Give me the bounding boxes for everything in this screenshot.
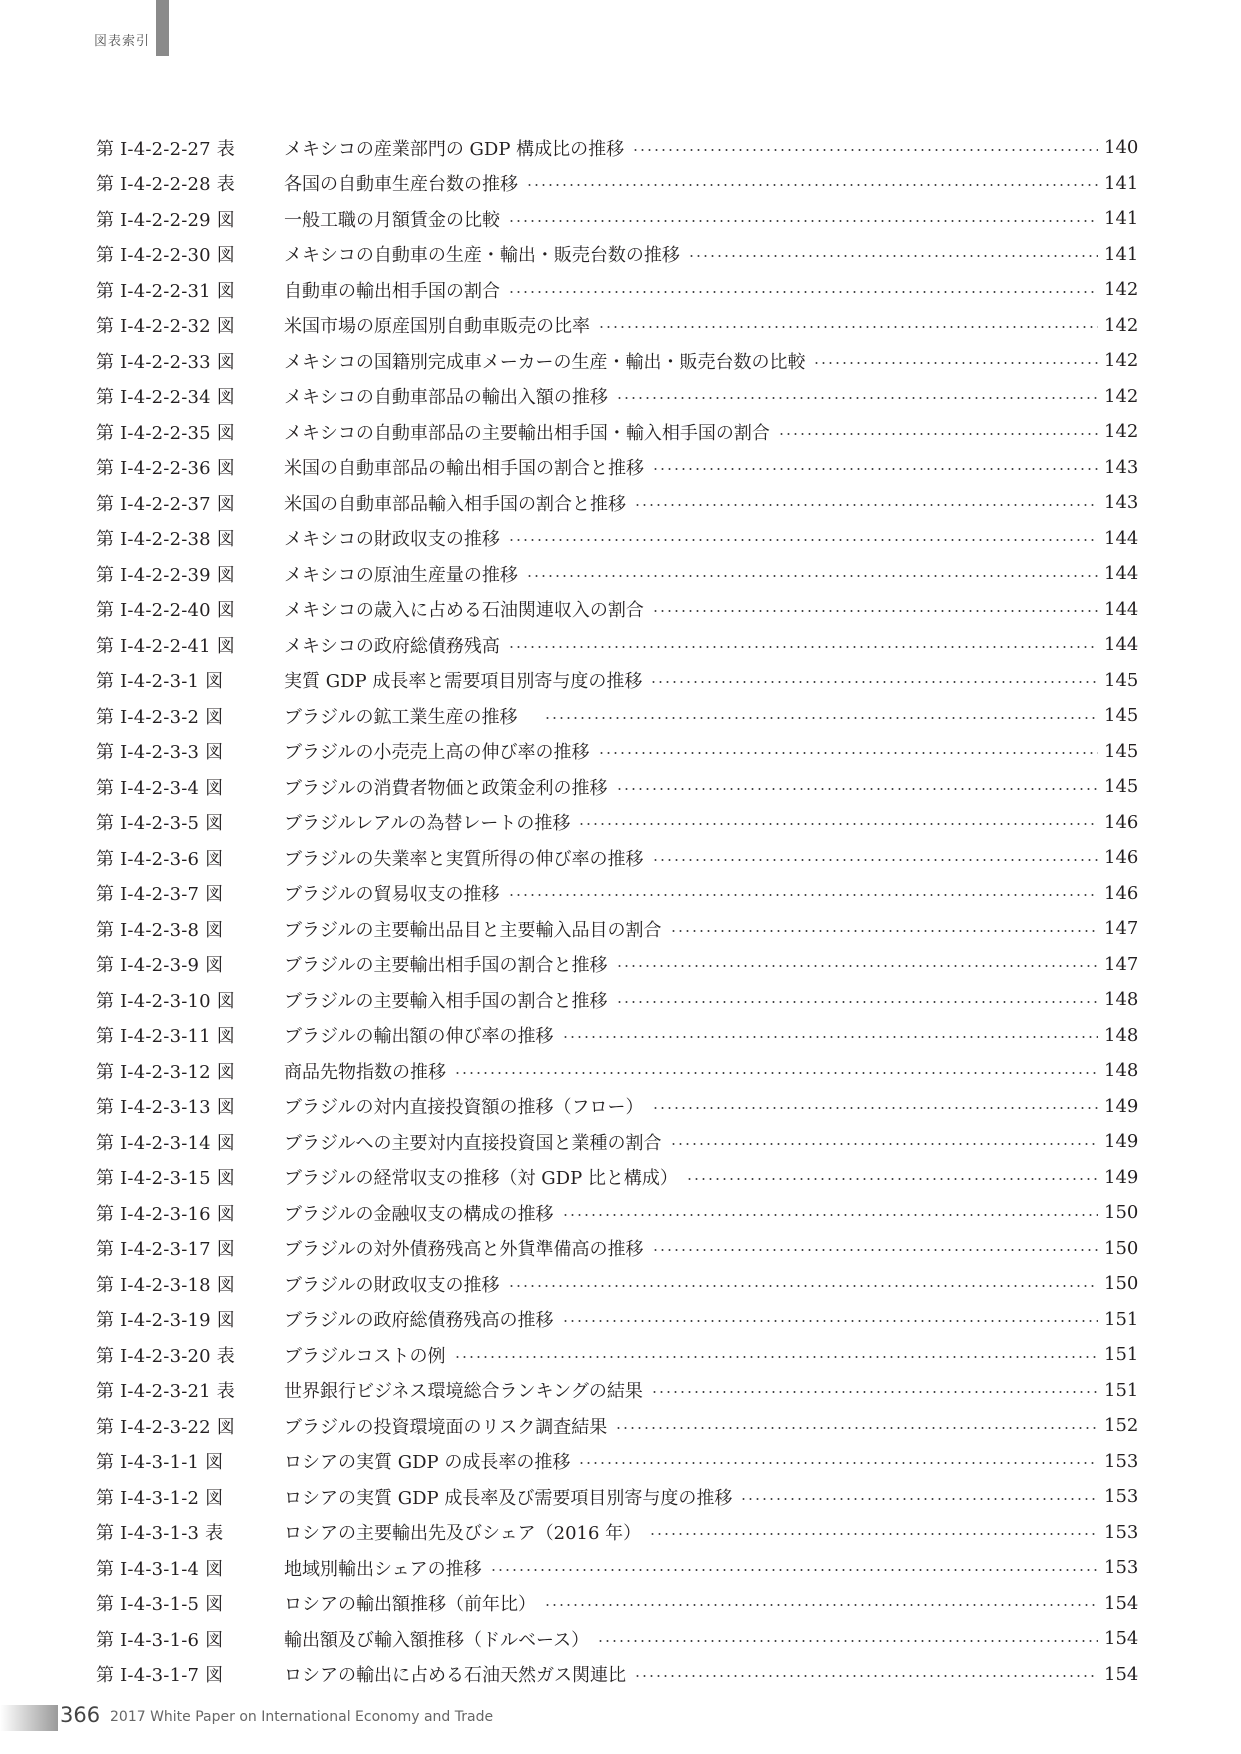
index-entry[interactable]: [96, 947, 1138, 983]
entry-number: 第 I-4-2-3-1 図: [96, 671, 224, 693]
index-entry[interactable]: [96, 201, 1138, 237]
entry-page-number: 151: [1104, 1308, 1139, 1330]
entry-page-number: 145: [1104, 705, 1139, 727]
entry-page-number: 150: [1104, 1237, 1139, 1259]
dot-leader: [490, 1569, 1098, 1571]
dot-leader: [562, 1214, 1098, 1216]
entry-title: 商品先物指数の推移: [284, 1061, 446, 1083]
entry-page-number: 150: [1104, 1273, 1139, 1295]
section-label: 図表索引: [94, 34, 151, 49]
index-entry[interactable]: [96, 272, 1138, 308]
dot-leader: [616, 965, 1098, 967]
entry-number: 第 I-4-2-3-6 図: [96, 848, 224, 870]
footer-gradient-bar: [0, 1705, 58, 1731]
entry-title: 米国の自動車部品の輸出相手国の割合と推移: [284, 458, 644, 480]
entry-number: 第 I-4-2-2-38 図: [96, 529, 235, 551]
index-entry[interactable]: [96, 308, 1138, 344]
entry-page-number: 141: [1104, 208, 1139, 230]
dot-leader: [508, 539, 1098, 541]
index-entry[interactable]: [96, 1018, 1138, 1054]
entry-number: 第 I-4-2-2-32 図: [96, 316, 235, 338]
publication-title: 2017 White Paper on International Economy and Trade: [110, 1709, 494, 1725]
dot-leader: [652, 610, 1098, 612]
entry-number: 第 I-4-2-3-14 図: [96, 1132, 235, 1154]
entry-number: 第 I-4-2-3-5 図: [96, 813, 224, 835]
entry-title: 各国の自動車生産台数の推移: [284, 174, 518, 196]
entry-page-number: 140: [1104, 137, 1139, 159]
dot-leader: [740, 1498, 1098, 1500]
index-entry[interactable]: [96, 1586, 1138, 1622]
entry-title: ブラジルの主要輸出相手国の割合と推移: [284, 955, 608, 977]
entry-number: 第 I-4-2-3-16 図: [96, 1203, 235, 1225]
dot-leader: [562, 1320, 1098, 1322]
entry-page-number: 141: [1104, 172, 1139, 194]
entry-title: ブラジルの対内直接投資額の推移（フロー）: [284, 1097, 644, 1119]
entry-title: 一般工職の月額賃金の比較: [284, 209, 500, 231]
entry-title: 輸出額及び輸入額推移（ドルベース）: [284, 1629, 590, 1651]
entry-page-number: 143: [1104, 456, 1139, 478]
index-entry[interactable]: [96, 840, 1138, 876]
entry-number: 第 I-4-2-3-22 図: [96, 1416, 235, 1438]
entry-title: 世界銀行ビジネス環境総合ランキングの結果: [284, 1381, 643, 1403]
index-entry[interactable]: [96, 556, 1138, 592]
entry-number: 第 I-4-2-2-36 図: [96, 458, 235, 480]
entry-page-number: 144: [1104, 598, 1139, 620]
entry-number: 第 I-4-2-3-21 表: [96, 1381, 235, 1403]
entry-number: 第 I-4-3-1-3 表: [96, 1523, 224, 1545]
dot-leader: [686, 1178, 1098, 1180]
entry-title: ブラジルの主要輸入相手国の割合と推移: [284, 990, 608, 1012]
index-entry[interactable]: [96, 1053, 1138, 1089]
dot-leader: [632, 149, 1098, 151]
entry-title: メキシコの政府総債務残高: [284, 635, 500, 657]
index-entry[interactable]: [96, 414, 1138, 450]
index-entry[interactable]: [96, 1195, 1138, 1231]
entry-title: ロシアの主要輸出先及びシェア（2016 年）: [284, 1523, 642, 1545]
entry-page-number: 149: [1104, 1166, 1139, 1188]
index-entry[interactable]: [96, 485, 1138, 521]
entry-page-number: 144: [1104, 634, 1139, 656]
entry-page-number: 151: [1104, 1379, 1139, 1401]
dot-leader: [562, 1036, 1098, 1038]
dot-leader: [649, 1533, 1098, 1535]
index-entry[interactable]: [96, 734, 1138, 770]
entry-number: 第 I-4-2-3-13 図: [96, 1097, 235, 1119]
entry-title: メキシコの自動車の生産・輸出・販売台数の推移: [284, 245, 680, 267]
index-entry[interactable]: [96, 1408, 1138, 1444]
index-entry[interactable]: [96, 130, 1138, 166]
dot-leader: [454, 1356, 1098, 1358]
dot-leader: [526, 575, 1098, 577]
index-entry[interactable]: [96, 698, 1138, 734]
entry-number: 第 I-4-2-3-11 図: [96, 1026, 235, 1048]
entry-page-number: 149: [1104, 1131, 1139, 1153]
entry-number: 第 I-4-2-2-37 図: [96, 493, 235, 515]
entry-page-number: 146: [1104, 847, 1139, 869]
entry-title: ロシアの実質 GDP の成長率の推移: [284, 1452, 571, 1474]
dot-leader: [688, 255, 1098, 257]
entry-page-number: 149: [1104, 1095, 1139, 1117]
dot-leader: [597, 1640, 1098, 1642]
entry-page-number: 146: [1104, 882, 1139, 904]
entry-title: メキシコの自動車部品の主要輸出相手国・輸入相手国の割合: [284, 422, 770, 444]
dot-leader: [651, 1391, 1098, 1393]
entry-number: 第 I-4-2-2-28 表: [96, 174, 235, 196]
dot-leader: [526, 184, 1098, 186]
index-entry[interactable]: [96, 166, 1138, 202]
entry-page-number: 142: [1104, 421, 1139, 443]
entry-number: 第 I-4-2-2-31 図: [96, 280, 235, 302]
dot-leader: [652, 859, 1098, 861]
dot-leader: [598, 752, 1098, 754]
dot-leader: [652, 468, 1098, 470]
entry-page-number: 151: [1104, 1344, 1139, 1366]
index-entry[interactable]: [96, 1124, 1138, 1160]
dot-leader: [652, 1249, 1098, 1251]
entry-number: 第 I-4-2-3-9 図: [96, 955, 224, 977]
dot-leader: [544, 717, 1098, 719]
index-entry[interactable]: [96, 521, 1138, 557]
dot-leader: [670, 1143, 1098, 1145]
entry-number: 第 I-4-2-2-27 表: [96, 138, 235, 160]
dot-leader: [598, 326, 1098, 328]
entry-title: ブラジルの対外債務残高と外貨準備高の推移: [284, 1239, 644, 1261]
entry-page-number: 142: [1104, 385, 1139, 407]
index-entry[interactable]: [96, 592, 1138, 628]
entry-title: ブラジルの主要輸出品目と主要輸入品目の割合: [284, 919, 662, 941]
entry-page-number: 147: [1104, 918, 1139, 940]
index-entry[interactable]: [96, 1373, 1138, 1409]
entry-title: メキシコの国籍別完成車メーカーの生産・輸出・販売台数の比較: [284, 351, 806, 373]
entry-page-number: 148: [1104, 1060, 1139, 1082]
entry-number: 第 I-4-3-1-7 図: [96, 1665, 224, 1687]
entry-page-number: 153: [1104, 1557, 1139, 1579]
entry-title: ブラジルコストの例: [284, 1345, 446, 1367]
entry-number: 第 I-4-2-2-40 図: [96, 600, 235, 622]
entry-number: 第 I-4-3-1-1 図: [96, 1452, 224, 1474]
entry-title: メキシコの自動車部品の輸出入額の推移: [284, 387, 608, 409]
entry-page-number: 142: [1104, 314, 1139, 336]
entry-number: 第 I-4-2-3-4 図: [96, 777, 224, 799]
index-entry[interactable]: [96, 1657, 1138, 1693]
entry-page-number: 153: [1104, 1521, 1139, 1543]
entry-page-number: 153: [1104, 1450, 1139, 1472]
entry-title: ブラジルの輸出額の伸び率の推移: [284, 1026, 554, 1048]
entry-title: 米国市場の原産国別自動車販売の比率: [284, 316, 590, 338]
entry-title: メキシコの産業部門の GDP 構成比の推移: [284, 138, 625, 160]
index-entry[interactable]: [96, 379, 1138, 415]
entry-title: ブラジルの貿易収支の推移: [284, 884, 500, 906]
index-entry[interactable]: [96, 1444, 1138, 1480]
dot-leader: [634, 1675, 1098, 1677]
entry-title: ブラジルの鉱工業生産の推移: [284, 706, 536, 728]
dot-leader: [778, 433, 1098, 435]
entry-number: 第 I-4-2-3-12 図: [96, 1061, 235, 1083]
entry-page-number: 143: [1104, 492, 1139, 514]
index-entry[interactable]: [96, 876, 1138, 912]
entry-page-number: 144: [1104, 563, 1139, 585]
entry-page-number: 147: [1104, 953, 1139, 975]
entry-page-number: 150: [1104, 1202, 1139, 1224]
dot-leader: [508, 1285, 1098, 1287]
entry-title: ロシアの実質 GDP 成長率及び需要項目別寄与度の推移: [284, 1487, 733, 1509]
entry-page-number: 148: [1104, 989, 1139, 1011]
dot-leader: [670, 930, 1098, 932]
entry-number: 第 I-4-2-3-19 図: [96, 1310, 235, 1332]
entry-number: 第 I-4-2-2-35 図: [96, 422, 235, 444]
entry-number: 第 I-4-2-3-7 図: [96, 884, 224, 906]
entry-page-number: 154: [1104, 1628, 1139, 1650]
dot-leader: [616, 788, 1098, 790]
index-entry[interactable]: [96, 627, 1138, 663]
index-entry[interactable]: [96, 805, 1138, 841]
entry-number: 第 I-4-2-3-10 図: [96, 990, 235, 1012]
entry-title: ロシアの輸出に占める石油天然ガス関連比: [284, 1665, 626, 1687]
dot-leader: [578, 823, 1098, 825]
entry-number: 第 I-4-2-2-39 図: [96, 564, 235, 586]
index-entry[interactable]: [96, 1302, 1138, 1338]
entry-number: 第 I-4-3-1-5 図: [96, 1594, 224, 1616]
entry-page-number: 145: [1104, 669, 1139, 691]
entry-page-number: 145: [1104, 740, 1139, 762]
entry-title: ブラジルレアルの為替レートの推移: [284, 813, 571, 835]
dot-leader: [454, 1072, 1098, 1074]
entry-title: ブラジルの財政収支の推移: [284, 1274, 500, 1296]
index-entry[interactable]: [96, 1621, 1138, 1657]
entry-page-number: 142: [1104, 350, 1139, 372]
entry-page-number: 154: [1104, 1592, 1139, 1614]
entry-title: 米国の自動車部品輸入相手国の割合と推移: [284, 493, 626, 515]
entry-title: ブラジルの小売売上高の伸び率の推移: [284, 742, 590, 764]
entry-title: ブラジルの投資環境面のリスク調査結果: [284, 1416, 608, 1438]
dot-leader: [615, 1427, 1098, 1429]
entry-number: 第 I-4-3-1-4 図: [96, 1558, 224, 1580]
entry-title: メキシコの財政収支の推移: [284, 529, 500, 551]
entry-number: 第 I-4-2-2-29 図: [96, 209, 235, 231]
entry-title: 自動車の輸出相手国の割合: [284, 280, 500, 302]
dot-leader: [508, 894, 1098, 896]
entry-page-number: 148: [1104, 1024, 1139, 1046]
dot-leader: [650, 681, 1098, 683]
dot-leader: [544, 1604, 1098, 1606]
index-entry[interactable]: [96, 1515, 1138, 1551]
entry-number: 第 I-4-3-1-2 図: [96, 1487, 224, 1509]
entry-page-number: 144: [1104, 527, 1139, 549]
index-entry[interactable]: [96, 1550, 1138, 1586]
index-entry[interactable]: [96, 237, 1138, 273]
index-entry[interactable]: [96, 343, 1138, 379]
index-entry[interactable]: [96, 1160, 1138, 1196]
index-entry[interactable]: [96, 450, 1138, 486]
dot-leader: [508, 220, 1098, 222]
dot-leader: [508, 646, 1098, 648]
index-entry[interactable]: [96, 769, 1138, 805]
entry-title: ロシアの輸出額推移（前年比）: [284, 1594, 536, 1616]
figure-index-list: [96, 130, 1138, 1692]
entry-page-number: 141: [1104, 243, 1139, 265]
dot-leader: [652, 1107, 1098, 1109]
index-entry[interactable]: [96, 663, 1138, 699]
index-entry[interactable]: [96, 1479, 1138, 1515]
entry-number: 第 I-4-2-2-33 図: [96, 351, 235, 373]
entry-number: 第 I-4-2-3-15 図: [96, 1168, 235, 1190]
index-entry[interactable]: [96, 1337, 1138, 1373]
entry-page-number: 152: [1104, 1415, 1139, 1437]
dot-leader: [616, 1001, 1098, 1003]
entry-number: 第 I-4-2-2-34 図: [96, 387, 235, 409]
entry-title: 実質 GDP 成長率と需要項目別寄与度の推移: [284, 671, 643, 693]
entry-title: メキシコの原油生産量の推移: [284, 564, 518, 586]
entry-number: 第 I-4-2-3-20 表: [96, 1345, 235, 1367]
entry-number: 第 I-4-2-3-17 図: [96, 1239, 235, 1261]
dot-leader: [508, 291, 1098, 293]
dot-leader: [813, 362, 1098, 364]
entry-page-number: 153: [1104, 1486, 1139, 1508]
entry-page-number: 142: [1104, 279, 1139, 301]
entry-title: ブラジルへの主要対内直接投資国と業種の割合: [284, 1132, 662, 1154]
entry-title: メキシコの歳入に占める石油関連収入の割合: [284, 600, 644, 622]
index-entry[interactable]: [96, 1266, 1138, 1302]
entry-number: 第 I-4-2-3-18 図: [96, 1274, 235, 1296]
entry-number: 第 I-4-3-1-6 図: [96, 1629, 224, 1651]
index-entry[interactable]: [96, 1231, 1138, 1267]
entry-number: 第 I-4-2-3-3 図: [96, 742, 224, 764]
entry-number: 第 I-4-2-3-2 図: [96, 706, 224, 728]
dot-leader: [578, 1462, 1098, 1464]
entry-title: ブラジルの失業率と実質所得の伸び率の推移: [284, 848, 644, 870]
dot-leader: [616, 397, 1098, 399]
index-entry[interactable]: [96, 982, 1138, 1018]
index-entry[interactable]: [96, 1089, 1138, 1125]
entry-title: ブラジルの政府総債務残高の推移: [284, 1310, 554, 1332]
entry-number: 第 I-4-2-2-30 図: [96, 245, 235, 267]
dot-leader: [634, 504, 1098, 506]
entry-title: 地域別輸出シェアの推移: [284, 1558, 482, 1580]
entry-page-number: 154: [1104, 1663, 1139, 1685]
entry-number: 第 I-4-2-3-8 図: [96, 919, 224, 941]
index-entry[interactable]: [96, 911, 1138, 947]
entry-title: ブラジルの消費者物価と政策金利の推移: [284, 777, 608, 799]
page-number: 366: [60, 1703, 101, 1727]
entry-title: ブラジルの金融収支の構成の推移: [284, 1203, 554, 1225]
header-tab-bar: [156, 0, 169, 56]
entry-title: ブラジルの経常収支の推移（対 GDP 比と構成）: [284, 1168, 678, 1190]
entry-page-number: 145: [1104, 776, 1139, 798]
entry-page-number: 146: [1104, 811, 1139, 833]
entry-number: 第 I-4-2-2-41 図: [96, 635, 235, 657]
